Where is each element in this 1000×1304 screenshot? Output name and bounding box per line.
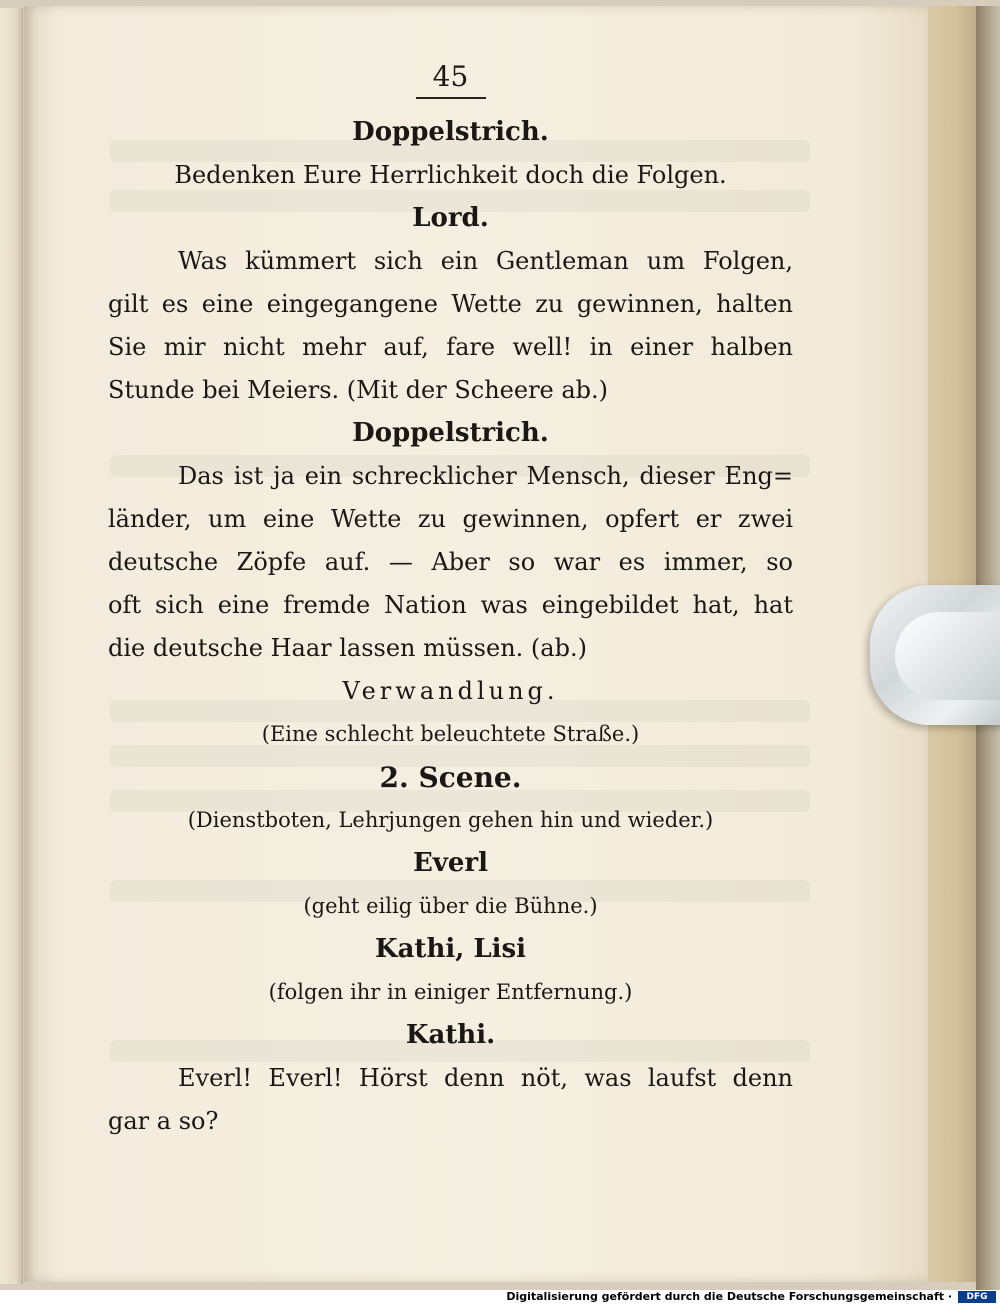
dialogue-line: länder, um eine Wette zu gewinnen, opfert er zwei xyxy=(108,505,793,533)
digitization-credit: Digitalisierung gefördert durch die Deutsche Forschungsgemeinschaft · xyxy=(506,1290,952,1303)
stage-direction: (Eine schlecht beleuchtete Straße.) xyxy=(261,722,640,746)
dialogue-line: deutsche Zöpfe auf. — Aber so war es immer, so xyxy=(108,548,793,576)
speaker-name: Doppelstrich. xyxy=(352,117,549,147)
dialogue-line: gar a so? xyxy=(108,1107,219,1135)
dialogue-line: Was kümmert sich ein Gentleman um Folgen, xyxy=(178,247,793,275)
speaker-name: Lord. xyxy=(412,203,489,233)
scene-change-heading: Verwandlung. xyxy=(342,677,559,705)
dialogue-line: oft sich eine fremde Nation was eingebildet hat, hat xyxy=(108,591,793,619)
character-name: Everl xyxy=(412,848,489,878)
dialogue-line: Sie mir nicht mehr auf, fare well! in einer halben xyxy=(108,333,793,361)
dialogue-line: Bedenken Eure Herrlichkeit doch die Folgen. xyxy=(174,161,727,189)
page-text xyxy=(108,55,793,1143)
page-number: 45 xyxy=(432,60,469,93)
dialogue-line: die deutsche Haar lassen müssen. (ab.) xyxy=(108,634,587,662)
stage-direction: (Dienstboten, Lehrjungen gehen hin und wieder.) xyxy=(187,808,714,832)
speaker-name: Kathi. xyxy=(405,1020,496,1050)
character-name: Kathi, Lisi xyxy=(374,934,526,964)
stage-direction: (geht eilig über die Bühne.) xyxy=(303,894,598,918)
dialogue-line: Das ist ja ein schrecklicher Mensch, dieser Eng= xyxy=(178,462,793,490)
page-clip-highlight xyxy=(895,612,1000,700)
dialogue-line: gilt es eine eingegangene Wette zu gewinnen, halten xyxy=(108,290,793,318)
stage-direction: (folgen ihr in einiger Entfernung.) xyxy=(268,980,633,1004)
dialogue-line: Stunde bei Meiers. (Mit der Scheere ab.) xyxy=(108,376,609,404)
dialogue-line: Everl! Everl! Hörst denn nöt, was laufst denn xyxy=(178,1064,793,1092)
previous-page-edge xyxy=(0,8,23,1284)
scene-heading: 2. Scene. xyxy=(379,761,522,794)
speaker-name: Doppelstrich. xyxy=(352,418,549,448)
dfg-logo: DFG xyxy=(958,1291,996,1303)
